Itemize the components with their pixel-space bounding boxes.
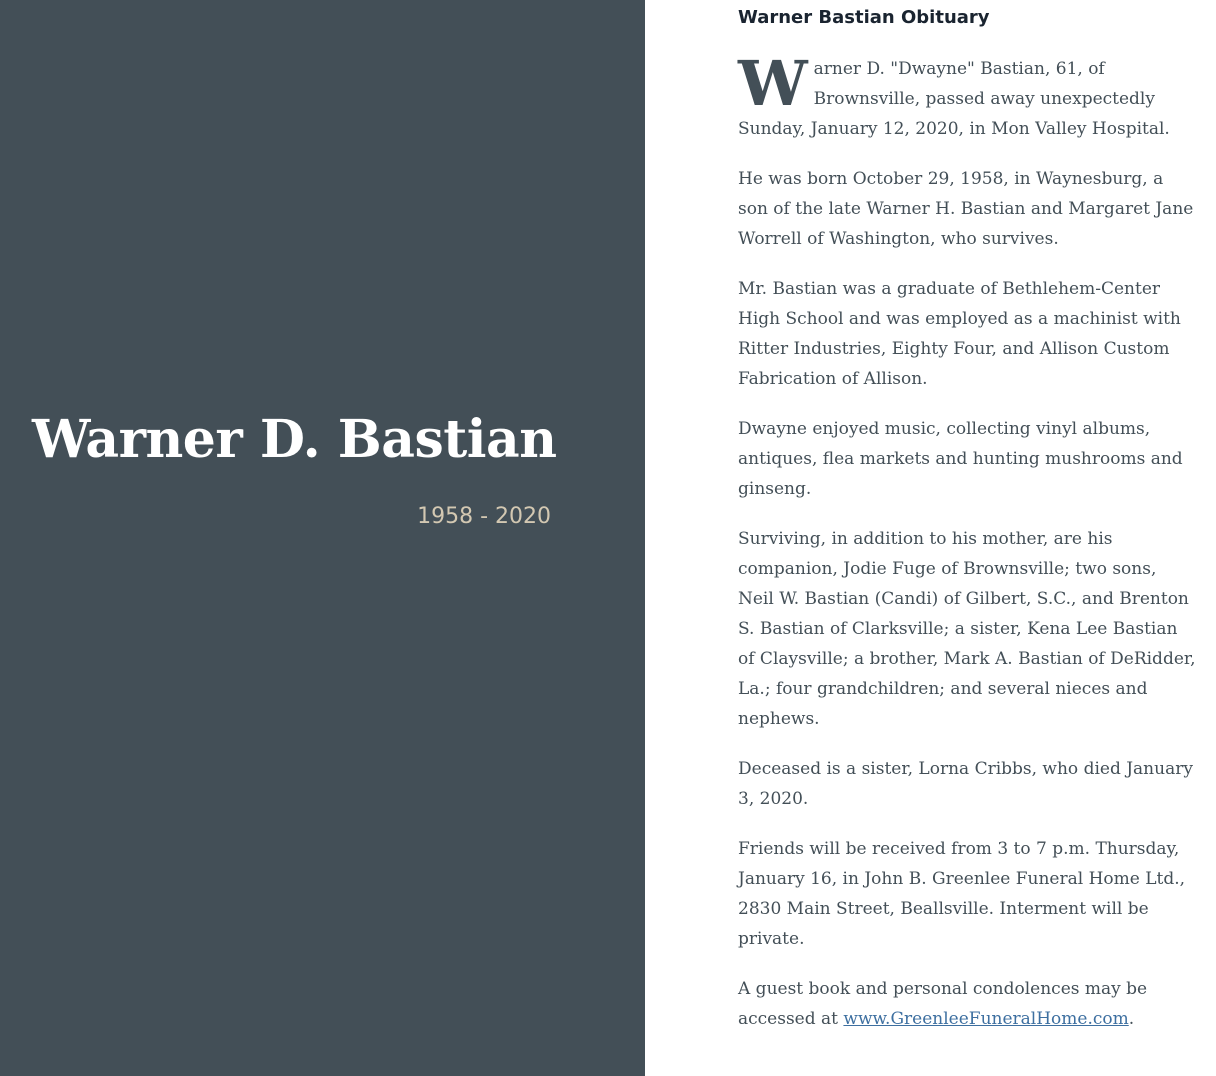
drop-cap: W xyxy=(738,47,808,120)
obituary-paragraph-2: He was born October 29, 1958, in Waynesburg, a son of the late Warner H. Bastian and Margaret Jane Worrell of Washington, who survives. xyxy=(738,169,1194,249)
obituary-paragraph-5: Surviving, in addition to his mother, are his companion, Jodie Fuge of Brownsville; two sons, Neil W. Bastian (Candi) of Gilbert, S.C., and Brenton S. Bastian of Clarksville; a sister, Kena Lee Bastian of Claysville; a brother, Mark A. Bastian of DeRidder, La.; four grandchildren; and several nieces and nephews. xyxy=(738,529,1196,729)
obituary-paragraph-4: Dwayne enjoyed music, collecting vinyl albums, antiques, flea markets and hunting mushrooms and ginseng. xyxy=(738,419,1183,499)
obituary-paragraph-6: Deceased is a sister, Lorna Cribbs, who died January 3, 2020. xyxy=(738,759,1193,809)
paragraph-text: A guest book and personal condolences may be accessed at xyxy=(738,979,1148,1029)
deceased-name: Warner D. Bastian xyxy=(32,409,557,470)
paragraph-text: . xyxy=(1128,1009,1135,1029)
life-dates: 1958 - 2020 xyxy=(417,504,551,529)
obituary-title: Warner Bastian Obituary xyxy=(738,7,990,28)
obituary-paragraph-7: Friends will be received from 3 to 7 p.m. Thursday, January 16, in John B. Greenlee Funeral Home Ltd., 2830 Main Street, Beallsville. Interment will be private. xyxy=(738,839,1186,949)
funeral-home-link[interactable]: www.GreenleeFuneralHome.com xyxy=(843,1009,1129,1029)
obituary-paragraph-8 xyxy=(738,974,1196,1034)
paragraph-text: arner D. "Dwayne" Bastian, 61, of Brownsville, passed away unexpectedly Sunday, January 12, 2020, in Mon Valley Hospital. xyxy=(738,59,1170,139)
obituary-paragraph-1 xyxy=(738,47,1196,144)
obituary-paragraph-3: Mr. Bastian was a graduate of Bethlehem-Center High School and was employed as a machinist with Ritter Industries, Eighty Four, and Allison Custom Fabrication of Allison. xyxy=(738,279,1181,389)
obituary-article xyxy=(738,4,1196,1054)
